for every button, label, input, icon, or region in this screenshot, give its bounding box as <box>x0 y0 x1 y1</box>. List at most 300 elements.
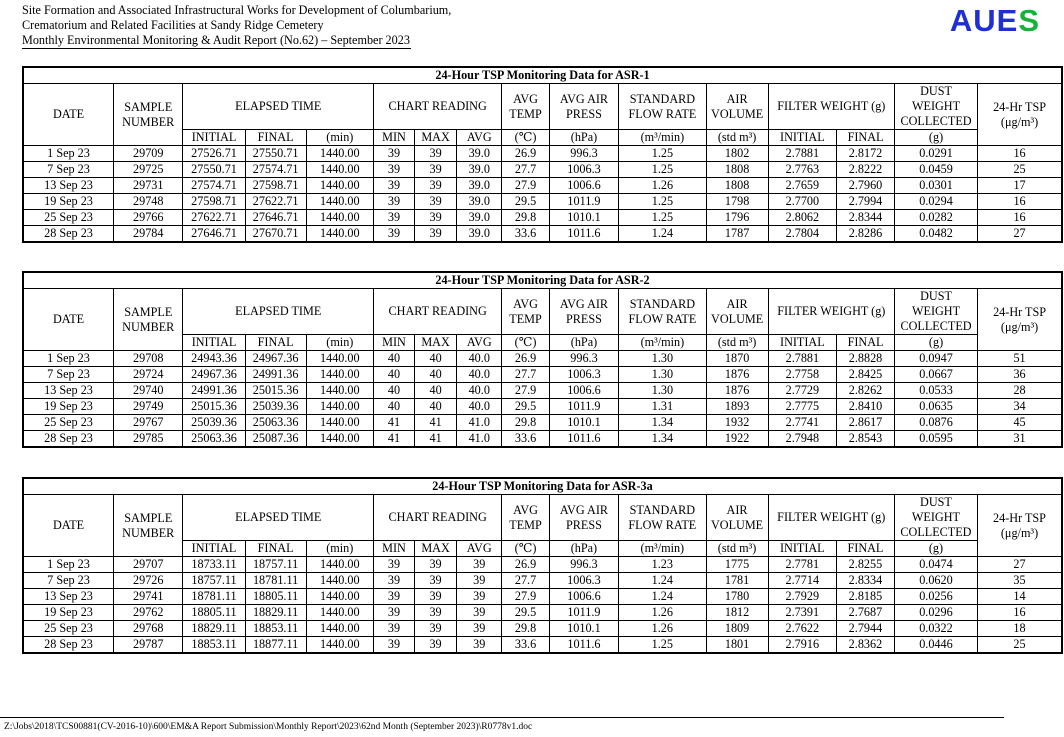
table-cell: 0.0947 <box>894 351 977 367</box>
table-cell: 7 Sep 23 <box>23 573 114 589</box>
table-cell: 16 <box>978 210 1062 226</box>
table-cell: 0.0459 <box>894 162 977 178</box>
col-header-dust-unit: (g) <box>894 335 977 351</box>
table-cell: 27.7 <box>502 573 549 589</box>
col-header-min: MIN <box>373 130 414 146</box>
table-cell: 29707 <box>114 557 183 573</box>
table-cell: 29.8 <box>502 621 549 637</box>
table-cell: 27526.71 <box>183 146 245 162</box>
table-cell: 18829.11 <box>183 621 245 637</box>
table-cell: 39 <box>415 194 457 210</box>
table-cell: 2.7948 <box>768 431 836 448</box>
col-header-flow-unit: (m³/min) <box>619 541 706 557</box>
table-cell: 29.8 <box>502 210 549 226</box>
table-cell: 1812 <box>706 605 768 621</box>
table-cell: 2.8425 <box>837 367 895 383</box>
table-cell: 1440.00 <box>306 383 373 399</box>
table-cell: 1440.00 <box>306 605 373 621</box>
table-cell: 1870 <box>706 351 768 367</box>
table-cell: 36 <box>978 367 1062 383</box>
table-cell: 2.8062 <box>768 210 836 226</box>
table-cell: 0.0446 <box>894 637 977 654</box>
table-cell: 1876 <box>706 367 768 383</box>
table-cell: 1.30 <box>619 351 706 367</box>
table-cell: 28 Sep 23 <box>23 226 114 243</box>
table-cell: 2.8222 <box>837 162 895 178</box>
table-cell: 25015.36 <box>183 399 245 415</box>
table-cell: 1.25 <box>619 162 706 178</box>
col-header-filter-final: FINAL <box>837 335 895 351</box>
table-cell: 39 <box>373 637 414 654</box>
table-cell: 40.0 <box>457 351 502 367</box>
table-cell: 1.25 <box>619 194 706 210</box>
table-cell: 0.0533 <box>894 383 977 399</box>
table-cell: 1780 <box>706 589 768 605</box>
table-cell: 2.7916 <box>768 637 836 654</box>
table-row <box>23 557 1062 573</box>
table-cell: 2.7804 <box>768 226 836 243</box>
table-cell: 41 <box>415 415 457 431</box>
table-cell: 45 <box>978 415 1062 431</box>
table-cell: 1006.6 <box>549 178 618 194</box>
table-cell: 2.7729 <box>768 383 836 399</box>
tsp-table-2 <box>22 271 1063 448</box>
col-header-standard-flow-rate: STANDARD FLOW RATE <box>619 289 706 335</box>
table-cell: 39.0 <box>457 210 502 226</box>
table-cell: 39 <box>415 178 457 194</box>
col-header-air-volume: AIR VOLUME <box>706 84 768 130</box>
table-cell: 39 <box>373 621 414 637</box>
table-cell: 39 <box>373 162 414 178</box>
table-cell: 18877.11 <box>245 637 306 654</box>
table-cell: 1440.00 <box>306 557 373 573</box>
tsp-table-1 <box>22 66 1063 243</box>
table-cell: 7 Sep 23 <box>23 367 114 383</box>
table-cell: 40 <box>415 367 457 383</box>
table-cell: 1011.6 <box>549 431 618 448</box>
col-header-air-volume: AIR VOLUME <box>706 495 768 541</box>
col-header-filter-weight: FILTER WEIGHT (g) <box>768 84 894 130</box>
table-cell: 25 Sep 23 <box>23 621 114 637</box>
table-row <box>23 194 1062 210</box>
footer-divider <box>0 717 1004 718</box>
table-cell: 2.7944 <box>837 621 895 637</box>
table-cell: 0.0667 <box>894 367 977 383</box>
col-header-volume-unit: (std m³) <box>706 130 768 146</box>
table-cell: 39 <box>457 557 502 573</box>
table-cell: 40 <box>373 351 414 367</box>
col-header-dust-unit: (g) <box>894 130 977 146</box>
table-cell: 27 <box>978 557 1062 573</box>
col-header-filter-initial: INITIAL <box>768 335 836 351</box>
header-line-1: Site Formation and Associated Infrastructural Works for Development of Columbarium, <box>22 3 452 17</box>
table-cell: 1 Sep 23 <box>23 557 114 573</box>
table-row <box>23 210 1062 226</box>
table-cell: 25 Sep 23 <box>23 210 114 226</box>
table-cell: 39 <box>373 226 414 243</box>
table-cell: 2.7659 <box>768 178 836 194</box>
table-cell: 29768 <box>114 621 183 637</box>
table-cell: 0.0876 <box>894 415 977 431</box>
table-cell: 24991.36 <box>245 367 306 383</box>
table-cell: 27.9 <box>502 383 549 399</box>
table-cell: 29740 <box>114 383 183 399</box>
table-cell: 29787 <box>114 637 183 654</box>
col-header-avg-air-press: AVG AIR PRESS <box>549 84 618 130</box>
table-cell: 29785 <box>114 431 183 448</box>
header-line-2: Crematorium and Related Facilities at Sandy Ridge Cemetery <box>22 18 324 32</box>
table-cell: 25 <box>978 637 1062 654</box>
table-cell: 2.7714 <box>768 573 836 589</box>
table-cell: 1440.00 <box>306 210 373 226</box>
col-header-press-unit: (hPa) <box>549 130 618 146</box>
table-row <box>23 621 1062 637</box>
table-cell: 41.0 <box>457 415 502 431</box>
col-header-elapsed-time: ELAPSED TIME <box>183 495 373 541</box>
table-cell: 39 <box>415 589 457 605</box>
col-header-final: FINAL <box>245 541 306 557</box>
table-cell: 29766 <box>114 210 183 226</box>
table-cell: 1.26 <box>619 605 706 621</box>
table-cell: 29749 <box>114 399 183 415</box>
table-cell: 28 Sep 23 <box>23 431 114 448</box>
table-cell: 27622.71 <box>245 194 306 210</box>
table-cell: 2.8286 <box>837 226 895 243</box>
table-cell: 39 <box>415 573 457 589</box>
table-cell: 2.7881 <box>768 351 836 367</box>
table-cell: 1876 <box>706 383 768 399</box>
table-row <box>23 605 1062 621</box>
table-cell: 39 <box>373 573 414 589</box>
table-cell: 27.7 <box>502 367 549 383</box>
table-cell: 2.7929 <box>768 589 836 605</box>
table-cell: 1010.1 <box>549 210 618 226</box>
table-cell: 1808 <box>706 178 768 194</box>
table-cell: 0.0474 <box>894 557 977 573</box>
table-cell: 39.0 <box>457 178 502 194</box>
table-title: 24-Hour TSP Monitoring Data for ASR-1 <box>23 67 1062 84</box>
table-cell: 14 <box>978 589 1062 605</box>
table-cell: 1006.3 <box>549 573 618 589</box>
table-cell: 29.5 <box>502 605 549 621</box>
col-header-air-volume: AIR VOLUME <box>706 289 768 335</box>
table-cell: 1.25 <box>619 146 706 162</box>
table-cell: 29.5 <box>502 399 549 415</box>
table-cell: 39 <box>373 194 414 210</box>
logo-letter: S <box>1018 3 1040 38</box>
table-cell: 1781 <box>706 573 768 589</box>
col-header-min-unit: (min) <box>306 130 373 146</box>
col-header-date: DATE <box>23 289 114 351</box>
table-cell: 27574.71 <box>183 178 245 194</box>
table-cell: 2.7622 <box>768 621 836 637</box>
table-cell: 25039.36 <box>183 415 245 431</box>
table-cell: 27 <box>978 226 1062 243</box>
col-header-dust-weight: DUST WEIGHT COLLECTED <box>894 495 977 541</box>
table-cell: 29784 <box>114 226 183 243</box>
footer-file-path: Z:\Jobs\2018\TCS00881(CV-2016-10)\600\EM&A Report Submission\Monthly Report\2023\62nd Month (September 2023)\R0778v1.doc <box>4 722 533 732</box>
table-cell: 40 <box>415 351 457 367</box>
col-header-elapsed-time: ELAPSED TIME <box>183 84 374 130</box>
logo-letter: E <box>996 3 1019 38</box>
logo-letter: U <box>973 3 997 38</box>
table-cell: 39 <box>457 605 502 621</box>
table-cell: 1.23 <box>619 557 706 573</box>
table-cell: 18805.11 <box>245 589 306 605</box>
table-cell: 1.26 <box>619 621 706 637</box>
table-cell: 18805.11 <box>183 605 245 621</box>
col-header-initial: INITIAL <box>183 541 245 557</box>
col-header-min-unit: (min) <box>306 541 373 557</box>
table-row <box>23 589 1062 605</box>
table-cell: 24991.36 <box>183 383 245 399</box>
col-header-initial: INITIAL <box>183 130 245 146</box>
table-cell: 19 Sep 23 <box>23 399 114 415</box>
col-header-filter-weight: FILTER WEIGHT (g) <box>768 289 894 335</box>
col-header-avg-temp: AVG TEMP <box>502 495 549 541</box>
table-cell: 27.9 <box>502 589 549 605</box>
table-cell: 18733.11 <box>183 557 245 573</box>
col-header-chart-reading: CHART READING <box>373 495 501 541</box>
table-cell: 1.24 <box>619 573 706 589</box>
table-cell: 27550.71 <box>183 162 245 178</box>
table-cell: 18853.11 <box>245 621 306 637</box>
table-cell: 27598.71 <box>183 194 245 210</box>
table-cell: 39 <box>415 605 457 621</box>
col-header-dust-weight: DUST WEIGHT COLLECTED <box>894 289 977 335</box>
col-header-chart-reading: CHART READING <box>373 84 501 130</box>
table-cell: 1802 <box>706 146 768 162</box>
table-cell: 28 Sep 23 <box>23 637 114 654</box>
table-cell: 29725 <box>114 162 183 178</box>
table-cell: 27.9 <box>502 178 549 194</box>
table-cell: 0.0322 <box>894 621 977 637</box>
table-cell: 1006.3 <box>549 367 618 383</box>
table-cell: 41 <box>415 431 457 448</box>
table-cell: 2.8255 <box>837 557 895 573</box>
table-cell: 16 <box>978 146 1062 162</box>
table-cell: 18781.11 <box>183 589 245 605</box>
col-header-max: MAX <box>415 335 457 351</box>
table-cell: 1011.6 <box>549 637 618 654</box>
table-cell: 1011.9 <box>549 605 618 621</box>
col-header-sample-number: SAMPLE NUMBER <box>114 289 183 351</box>
table-cell: 40.0 <box>457 367 502 383</box>
table-cell: 1006.3 <box>549 162 618 178</box>
table-cell: 18757.11 <box>245 557 306 573</box>
table-cell: 19 Sep 23 <box>23 605 114 621</box>
col-header-filter-initial: INITIAL <box>768 541 836 557</box>
table-cell: 27622.71 <box>183 210 245 226</box>
col-header-press-unit: (hPa) <box>549 541 618 557</box>
table-cell: 2.8617 <box>837 415 895 431</box>
table-cell: 39 <box>415 621 457 637</box>
table-cell: 39 <box>415 226 457 243</box>
table-cell: 0.0256 <box>894 589 977 605</box>
table-cell: 41 <box>373 431 414 448</box>
table-cell: 1440.00 <box>306 573 373 589</box>
table-cell: 2.8410 <box>837 399 895 415</box>
table-cell: 2.8172 <box>837 146 895 162</box>
table-cell: 26.9 <box>502 351 549 367</box>
table-cell: 2.8185 <box>837 589 895 605</box>
table-cell: 34 <box>978 399 1062 415</box>
table-cell: 26.9 <box>502 146 549 162</box>
table-cell: 39 <box>373 210 414 226</box>
table-cell: 24967.36 <box>183 367 245 383</box>
table-cell: 1440.00 <box>306 351 373 367</box>
table-cell: 1.25 <box>619 210 706 226</box>
table-cell: 1.26 <box>619 178 706 194</box>
table-cell: 1440.00 <box>306 367 373 383</box>
table-cell: 1809 <box>706 621 768 637</box>
col-header-max: MAX <box>415 130 457 146</box>
col-header-dust-unit: (g) <box>894 541 977 557</box>
table-cell: 0.0635 <box>894 399 977 415</box>
col-header-avg-temp: AVG TEMP <box>502 289 549 335</box>
table-cell: 1922 <box>706 431 768 448</box>
table-cell: 29709 <box>114 146 183 162</box>
table-cell: 2.8344 <box>837 210 895 226</box>
table-cell: 1.30 <box>619 383 706 399</box>
table-cell: 1893 <box>706 399 768 415</box>
table-cell: 40 <box>415 399 457 415</box>
table-cell: 0.0291 <box>894 146 977 162</box>
table-cell: 40.0 <box>457 399 502 415</box>
table-cell: 25039.36 <box>245 399 306 415</box>
table-cell: 1775 <box>706 557 768 573</box>
col-header-dust-weight: DUST WEIGHT COLLECTED <box>894 84 977 130</box>
table-cell: 39 <box>373 605 414 621</box>
col-header-temp-unit: (℃) <box>502 335 549 351</box>
table-cell: 27646.71 <box>245 210 306 226</box>
col-header-standard-flow-rate: STANDARD FLOW RATE <box>619 84 706 130</box>
table-row <box>23 146 1062 162</box>
table-cell: 25 Sep 23 <box>23 415 114 431</box>
table-cell: 2.7881 <box>768 146 836 162</box>
table-cell: 18757.11 <box>183 573 245 589</box>
table-row <box>23 431 1062 448</box>
table-cell: 0.0620 <box>894 573 977 589</box>
table-cell: 2.8543 <box>837 431 895 448</box>
table-cell: 25 <box>978 162 1062 178</box>
col-header-filter-weight: FILTER WEIGHT (g) <box>768 495 894 541</box>
table-cell: 2.7687 <box>837 605 895 621</box>
table-cell: 1440.00 <box>306 226 373 243</box>
table-cell: 39.0 <box>457 226 502 243</box>
table-title: 24-Hour TSP Monitoring Data for ASR-2 <box>23 272 1062 289</box>
table-cell: 40 <box>373 383 414 399</box>
table-cell: 2.8262 <box>837 383 895 399</box>
col-header-sample-number: SAMPLE NUMBER <box>114 84 183 146</box>
logo-letter: A <box>949 3 974 38</box>
table-cell: 1.31 <box>619 399 706 415</box>
table-cell: 13 Sep 23 <box>23 589 114 605</box>
table-cell: 2.7741 <box>768 415 836 431</box>
table-row <box>23 383 1062 399</box>
document-header <box>22 3 451 49</box>
table-cell: 29762 <box>114 605 183 621</box>
table-cell: 2.7960 <box>837 178 895 194</box>
table-cell: 1440.00 <box>306 415 373 431</box>
table-cell: 33.6 <box>502 226 549 243</box>
table-cell: 1440.00 <box>306 194 373 210</box>
table-cell: 39.0 <box>457 162 502 178</box>
table-row <box>23 637 1062 654</box>
table-cell: 1440.00 <box>306 589 373 605</box>
table-cell: 0.0595 <box>894 431 977 448</box>
table-cell: 1006.6 <box>549 589 618 605</box>
table-cell: 16 <box>978 605 1062 621</box>
table-cell: 35 <box>978 573 1062 589</box>
col-header-avg-air-press: AVG AIR PRESS <box>549 289 618 335</box>
table-cell: 1787 <box>706 226 768 243</box>
table-cell: 996.3 <box>549 351 618 367</box>
header-line-3: Monthly Environmental Monitoring & Audit Report (No.62) – September 2023 <box>22 33 410 47</box>
table-cell: 39 <box>415 637 457 654</box>
table-cell: 39 <box>415 146 457 162</box>
col-header-flow-unit: (m³/min) <box>619 335 706 351</box>
table-cell: 39 <box>457 637 502 654</box>
table-cell: 2.7391 <box>768 605 836 621</box>
table-cell: 2.8828 <box>837 351 895 367</box>
table-cell: 996.3 <box>549 146 618 162</box>
table-cell: 29748 <box>114 194 183 210</box>
table-cell: 18781.11 <box>245 573 306 589</box>
col-header-min-unit: (min) <box>306 335 373 351</box>
table-cell: 24943.36 <box>183 351 245 367</box>
table-cell: 1010.1 <box>549 415 618 431</box>
table-cell: 39 <box>457 589 502 605</box>
table-cell: 27550.71 <box>245 146 306 162</box>
col-header-date: DATE <box>23 84 114 146</box>
table-cell: 1440.00 <box>306 399 373 415</box>
table-cell: 39 <box>373 557 414 573</box>
table-cell: 27646.71 <box>183 226 245 243</box>
table-cell: 39 <box>415 162 457 178</box>
table-cell: 33.6 <box>502 431 549 448</box>
table-cell: 41 <box>373 415 414 431</box>
table-cell: 1.24 <box>619 226 706 243</box>
table-cell: 29.5 <box>502 194 549 210</box>
table-cell: 1 Sep 23 <box>23 146 114 162</box>
table-cell: 2.7700 <box>768 194 836 210</box>
table-cell: 40 <box>373 367 414 383</box>
table-cell: 0.0294 <box>894 194 977 210</box>
table-cell: 0.0482 <box>894 226 977 243</box>
table-cell: 18853.11 <box>183 637 245 654</box>
table-cell: 1808 <box>706 162 768 178</box>
col-header-final: FINAL <box>245 335 306 351</box>
col-header-24hr-tsp: 24-Hr TSP (μg/m³) <box>978 84 1062 146</box>
table-cell: 1.34 <box>619 431 706 448</box>
col-header-min: MIN <box>373 541 414 557</box>
col-header-flow-unit: (m³/min) <box>619 130 706 146</box>
table-cell: 2.8334 <box>837 573 895 589</box>
table-cell: 1011.9 <box>549 194 618 210</box>
table-cell: 25015.36 <box>245 383 306 399</box>
table-cell: 1801 <box>706 637 768 654</box>
col-header-sample-number: SAMPLE NUMBER <box>114 495 183 557</box>
table-cell: 33.6 <box>502 637 549 654</box>
table-cell: 1440.00 <box>306 178 373 194</box>
table-cell: 1011.6 <box>549 226 618 243</box>
col-header-filter-final: FINAL <box>837 130 895 146</box>
table-cell: 1440.00 <box>306 621 373 637</box>
table-cell: 39.0 <box>457 146 502 162</box>
col-header-final: FINAL <box>245 130 306 146</box>
table-cell: 27670.71 <box>245 226 306 243</box>
